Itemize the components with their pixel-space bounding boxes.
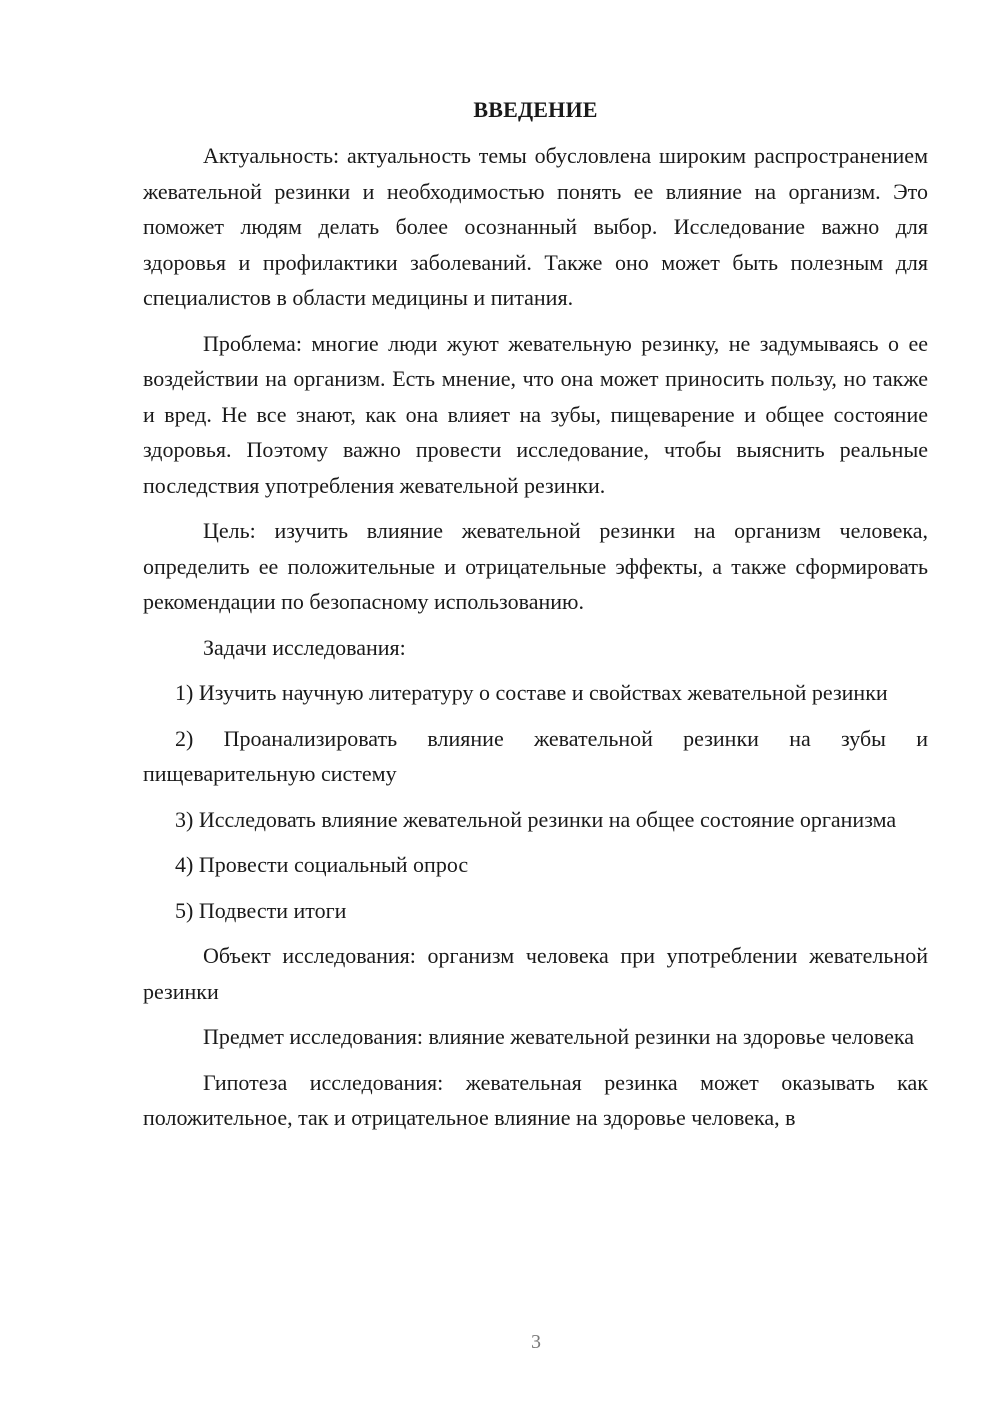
page-number: 3 (531, 1331, 541, 1353)
task-item-1: 1) Изучить научную литературу о составе и свойствах жевательной резинки (175, 680, 888, 705)
paragraph-subject: Предмет исследования: влияние жевательной резинки на здоровье человека (203, 1024, 915, 1049)
task-item-5: 5) Подвести итоги (175, 897, 347, 923)
page-content (143, 94, 928, 1146)
task-item-3: 3) Исследовать влияние жевательной резинки на общее состояние организма (175, 806, 897, 832)
paragraph-goal: Цель: изучить влияние жевательной резинки на организм человека, определить ее положительные и отрицательные эффекты, а также сформировать рекомендации по безопасному использованию. (143, 518, 928, 614)
tasks-heading: Задачи исследования: (203, 634, 406, 660)
task-item-2: 2) Проанализировать влияние жевательной резинки на зубы и пищеварительную систему (143, 725, 928, 786)
section-title: ВВЕДЕНИЕ (473, 97, 598, 122)
paragraph-hypothesis: Гипотеза исследования: жевательная резинка может оказывать как положительное, так и отрицательное влияние на здоровье человека, в (143, 1069, 928, 1130)
paragraph-object: Объект исследования: организм человека при употреблении жевательной резинки (143, 943, 928, 1004)
paragraph-relevance: Актуальность: актуальность темы обусловлена широким распространением жевательной резинки и необходимостью понять ее влияние на организм. Это поможет людям делать более осознанный выбор. Исследование важно для здоровья и профилактики заболеваний. Также оно может быть полезным для специалистов в области медицины и питания. (143, 143, 928, 310)
paragraph-problem: Проблема: многие люди жуют жевательную резинку, не задумываясь о ее воздействии на организм. Есть мнение, что она может приносить пользу, но также и вред. Не все знают, как она влияет на зубы, пищеварение и общее состояние здоровья. Поэтому важно провести исследование, чтобы выяснить реальные последствия употребления жевательной резинки. (143, 330, 928, 498)
task-item-4: 4) Провести социальный опрос (175, 852, 469, 877)
